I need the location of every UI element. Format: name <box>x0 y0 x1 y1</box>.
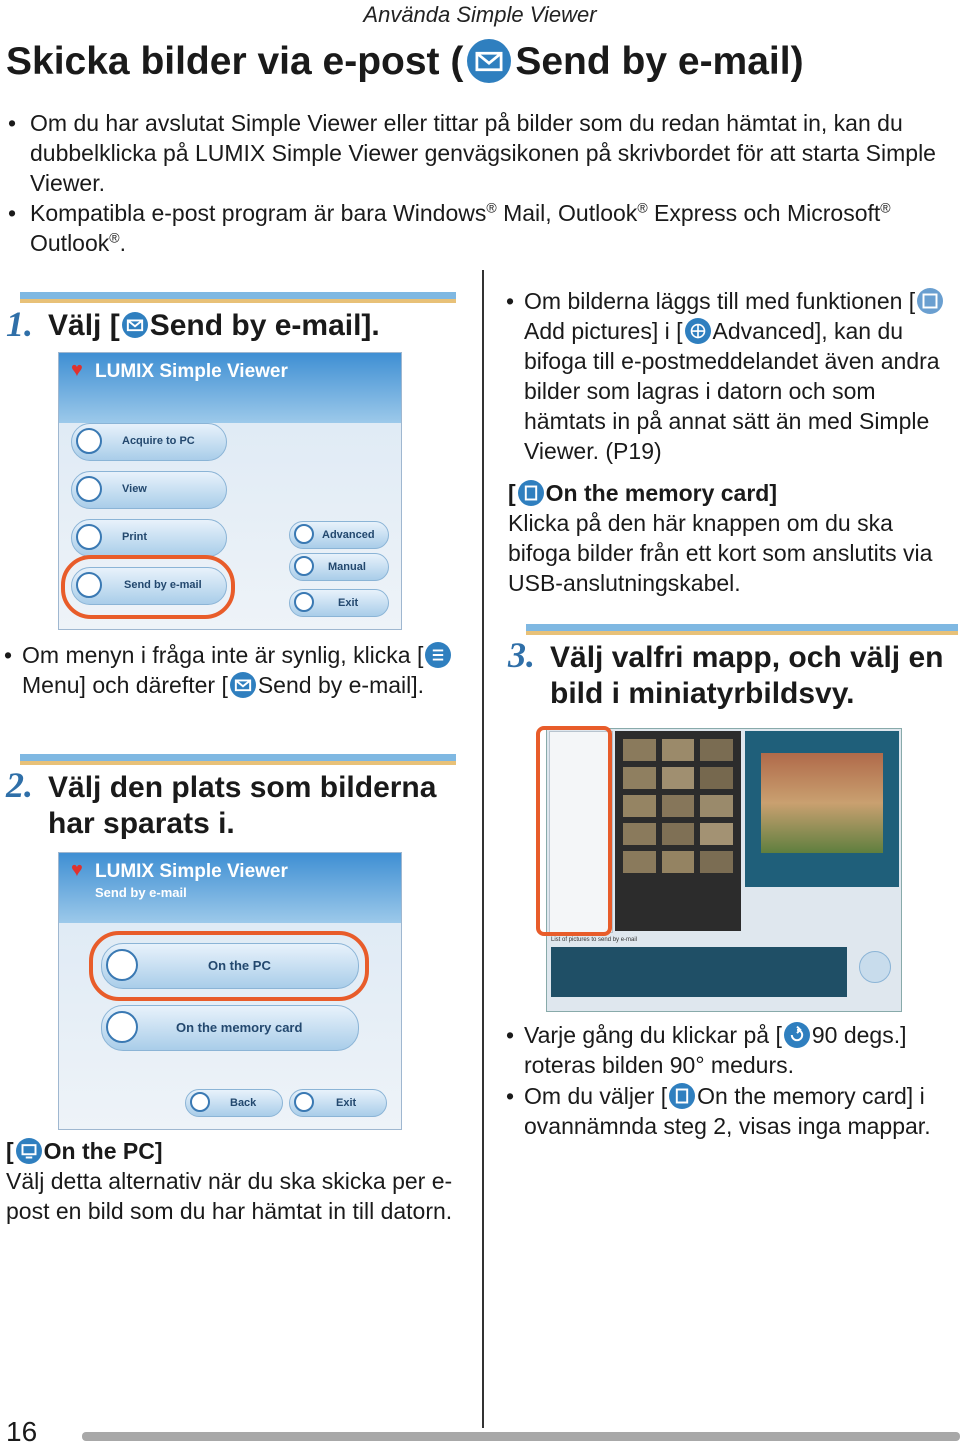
pc-icon <box>16 1138 42 1164</box>
on-the-memory-card-text: Klicka på den här knappen om du ska bifoga bilder från ett kort som anslutits via USB-anslutningskabel. <box>508 510 933 596</box>
highlight-ring <box>89 931 369 1001</box>
step2-number: 2. <box>6 765 33 805</box>
back-button[interactable]: Back <box>185 1089 283 1117</box>
monitor-icon <box>76 476 102 502</box>
exit-button[interactable]: Exit <box>289 1089 387 1117</box>
globe-icon <box>294 524 314 544</box>
send-email-icon <box>122 312 148 338</box>
simple-viewer-menu-screenshot: ♥ LUMIX Simple Viewer Acquire to PC View Print Send by e-mail Advanced Manual Exit <box>58 352 402 630</box>
on-the-pc-heading: [ On the PC] <box>6 1138 163 1164</box>
memory-card-icon <box>669 1083 695 1109</box>
send-email-icon <box>467 39 511 83</box>
step3-bar-accent <box>526 631 958 635</box>
step3-number: 3. <box>508 635 535 675</box>
on-the-pc-text: Välj detta alternativ när du ska skicka per e-post en bild som du har hämtat in till datorn. <box>6 1168 453 1224</box>
list-label: List of pictures to send by e-mail <box>551 937 638 943</box>
rotate-note: • Varje gång du klickar på [ 90 degs.] roteras bilden 90° medurs. <box>506 1022 907 1078</box>
on-the-memory-card-section <box>508 478 958 598</box>
highlight-ring <box>536 726 612 936</box>
page-number: 16 <box>6 1416 38 1447</box>
highlight-ring <box>61 555 235 619</box>
memory-card-icon <box>106 1011 138 1043</box>
dog-photo-image <box>761 753 883 853</box>
memory-card-folder-note: • Om du väljer [ On the memory card] i ovannämnda steg 2, visas inga mappar. <box>506 1083 931 1139</box>
intro-bullet-2: • Kompatibla e-post program är bara Windows® Mail, Outlook® Express och Microsoft® Outlook®. <box>8 199 891 256</box>
footer-bar <box>82 1432 960 1441</box>
lumix-heart-icon: ♥ <box>71 359 83 381</box>
step2-title: Välj den plats som bilderna har sparats i. <box>48 771 437 840</box>
on-the-pc-section <box>6 1136 466 1226</box>
print-button[interactable]: Print <box>71 519 227 557</box>
printer-icon <box>76 524 102 550</box>
send-email-icon <box>230 672 256 698</box>
step1-bar-accent <box>20 299 456 303</box>
step1-title: Välj [ Send by e-mail]. <box>48 309 380 342</box>
thumbnail-grid[interactable] <box>615 731 741 931</box>
exit-button[interactable]: Exit <box>289 589 389 617</box>
step1-number: 1. <box>6 304 33 344</box>
send-by-email-source-screenshot: ♥ LUMIX Simple Viewer Send by e-mail On the PC On the memory card Back Exit <box>58 852 402 1130</box>
rotate-icon <box>784 1022 810 1048</box>
help-icon <box>294 556 314 576</box>
send-button[interactable] <box>859 951 891 983</box>
advanced-button[interactable]: Advanced <box>289 521 389 549</box>
close-icon <box>294 1092 314 1112</box>
menu-note: • Om menyn i fråga inte är synlig, klicka [ Menu] och därefter [ Send by e-mail]. <box>4 640 454 700</box>
title-text-before: Skicka bilder via e-post ( <box>6 40 464 83</box>
step2-bar-accent <box>20 761 456 765</box>
send-by-email-button[interactable]: Send by e-mail <box>71 567 227 605</box>
on-the-memory-card-heading: [ On the memory card] <box>508 480 778 506</box>
running-header: Använda Simple Viewer <box>363 2 597 27</box>
page-title <box>6 40 804 86</box>
step1-bar <box>20 292 456 299</box>
lumix-heart-icon: ♥ <box>71 859 83 881</box>
view-button[interactable]: View <box>71 471 227 509</box>
add-pictures-icon <box>917 288 943 314</box>
preview-area <box>745 731 899 887</box>
column-divider <box>482 270 484 1428</box>
step3-bar <box>526 624 958 631</box>
on-the-memory-card-button[interactable]: On the memory card <box>101 1005 359 1051</box>
title-text-after: Send by e-mail) <box>515 40 804 83</box>
step2-bar <box>20 754 456 761</box>
add-pictures-note: • Om bilderna läggs till med funktionen [ Add pictures] i [ Advanced], kan du bifoga till e-postmeddelandet även andra bilder som lagras i datorn och som hämtats in på annat sätt än med Simple Viewer. (P19) <box>506 286 956 466</box>
menu-icon <box>425 642 451 668</box>
close-icon <box>294 592 314 612</box>
camera-icon <box>76 428 102 454</box>
acquire-to-pc-button[interactable]: Acquire to PC <box>71 423 227 461</box>
send-list[interactable] <box>551 947 847 997</box>
memory-card-icon <box>518 480 544 506</box>
intro-bullet-1: • Om du har avslutat Simple Viewer eller tittar på bilder som du redan hämtat in, kan du dubbelklicka på LUMIX Simple Viewer genvägsikonen på skrivbordet för att starta Simple Viewer. <box>8 110 936 196</box>
on-the-pc-button[interactable]: On the PC <box>101 943 359 989</box>
step3-title: Välj valfri mapp, och välj en bild i miniatyrbildsvy. <box>550 641 944 710</box>
globe-icon <box>685 318 711 344</box>
back-arrow-icon <box>190 1092 210 1112</box>
manual-button[interactable]: Manual <box>289 553 389 581</box>
